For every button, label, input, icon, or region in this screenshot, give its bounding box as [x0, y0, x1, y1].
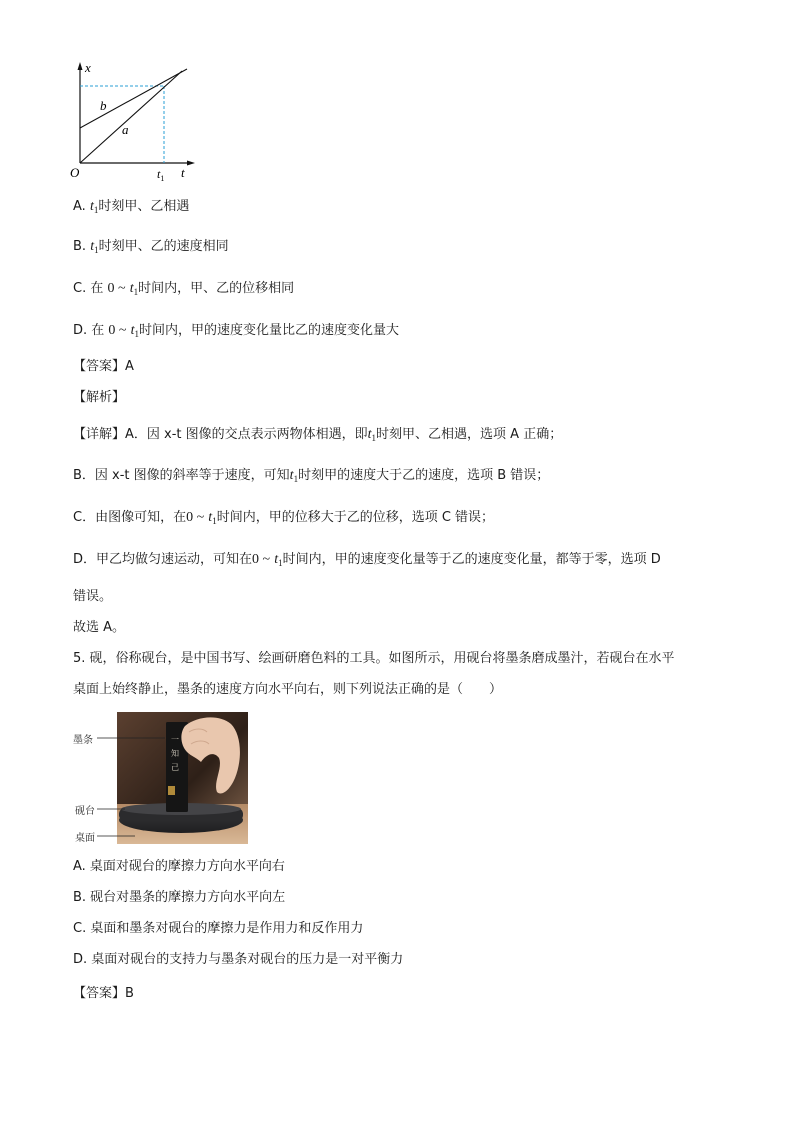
q4-detail-d-continued: 错误。: [73, 589, 113, 604]
q4-analysis-title: 【解析】: [73, 390, 126, 405]
t1-tick-label: $t_1$: [157, 167, 165, 183]
q4-option-c: C. 在 0 ~ $t_1$时间内，甲、乙的位移相同: [73, 281, 295, 297]
q4-detail-a: 【详解】A．因 x-t 图像的交点表示两物体相遇，即$t_1$时刻甲、乙相遇，选项 A 正确；: [73, 427, 563, 443]
line-b-label: b: [100, 98, 107, 113]
q4-answer: 【答案】A: [73, 359, 134, 374]
x-axis-label: t: [181, 165, 185, 180]
ink-stick-char-3: 己: [171, 763, 179, 772]
photo-label-table: 桌面: [75, 833, 95, 844]
xt-graph: [68, 60, 198, 184]
line-a-label: a: [122, 122, 129, 137]
q4-option-a: A. $t_1$时刻甲、乙相遇: [73, 199, 190, 215]
q5-stem-line-2: 桌面上始终静止，墨条的速度方向水平向右，则下列说法正确的是（ ）: [73, 682, 503, 697]
origin-label: O: [70, 165, 80, 180]
q4-option-d: D. 在 0 ~ $t_1$时间内，甲的速度变化量比乙的速度变化量大: [73, 323, 400, 339]
q4-detail-b: B．因 x-t 图像的斜率等于速度，可知$t_1$时刻甲的速度大于乙的速度，选项 B 错误；: [73, 468, 550, 484]
q5-stem-line-1: 5. 砚，俗称砚台，是中国书写、绘画研磨色料的工具。如图所示，用砚台将墨条磨成墨汁，若砚台在水平: [73, 651, 675, 666]
x-axis-arrow: [187, 161, 195, 166]
q5-option-d: D. 桌面对砚台的支持力与墨条对砚台的压力是一对平衡力: [73, 952, 404, 967]
inkstone-photo-figure: [73, 712, 248, 844]
photo-label-ink-stick: 墨条: [73, 735, 93, 746]
q5-option-c: C. 桌面和墨条对砚台的摩擦力是作用力和反作用力: [73, 921, 364, 936]
q4-detail-d: D．甲乙均做匀速运动，可知在0 ~ $t_1$时间内，甲的速度变化量等于乙的速度变化量，都等于零，选项 D: [73, 552, 661, 568]
ink-stick-char-1: 一: [171, 735, 179, 744]
q5-option-a: A. 桌面对砚台的摩擦力方向水平向右: [73, 859, 285, 874]
photo-label-inkstone: 砚台: [75, 806, 95, 817]
q4-detail-c: C．由图像可知，在0 ~ $t_1$时间内，甲的位移大于乙的位移，选项 C 错误；: [73, 510, 495, 526]
ink-stick-char-2: 知: [171, 749, 179, 758]
line-a: [80, 71, 182, 163]
line-b: [80, 69, 187, 128]
q5-answer: 【答案】B: [73, 986, 134, 1001]
y-axis-arrow: [78, 62, 83, 70]
y-axis-label: x: [85, 60, 91, 75]
q4-conclusion: 故选 A。: [73, 620, 126, 635]
inkstone-photo: [73, 712, 248, 844]
q5-option-b: B. 砚台对墨条的摩擦力方向水平向左: [73, 890, 286, 905]
q4-option-b: B. $t_1$时刻甲、乙的速度相同: [73, 239, 229, 255]
